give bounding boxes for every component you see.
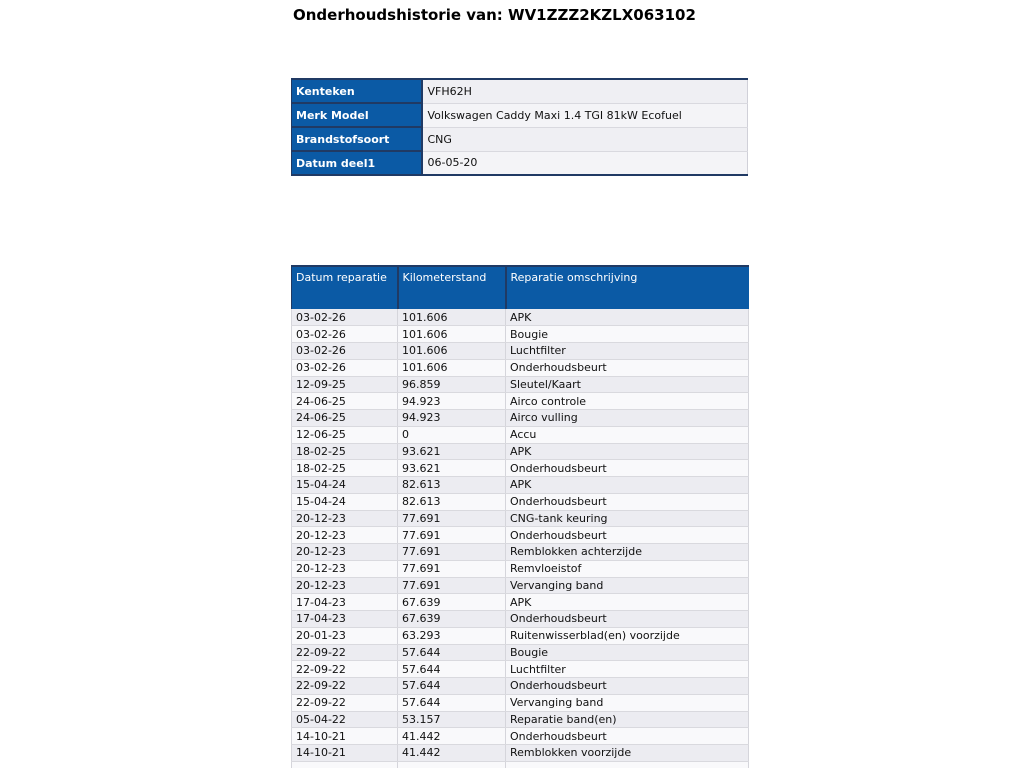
history-cell-odometer: 94.923: [398, 393, 506, 410]
vehicle-info-row: [292, 127, 748, 151]
table-row: [292, 359, 749, 376]
table-row: [292, 326, 749, 343]
table-row: [292, 745, 749, 762]
history-cell-date: 15-04-24: [292, 493, 398, 510]
vehicle-info-value: Volkswagen Caddy Maxi 1.4 TGI 81kW Ecofuel: [422, 103, 748, 127]
table-row: [292, 661, 749, 678]
history-cell-odometer: 77.691: [398, 527, 506, 544]
history-cell-odometer: 77.691: [398, 544, 506, 561]
history-cell-date: 20-12-23: [292, 510, 398, 527]
history-cell-description: Luchtfilter: [506, 661, 749, 678]
table-row: [292, 678, 749, 695]
history-cell-date: 03-02-26: [292, 309, 398, 326]
history-cell-date: 14-10-21: [292, 728, 398, 745]
table-row: [292, 477, 749, 494]
history-cell-description: CNG-tank keuring: [506, 510, 749, 527]
vehicle-info-body: [292, 79, 748, 175]
history-cell-description: Onderhoudsbeurt: [506, 611, 749, 628]
history-cell-odometer: 101.606: [398, 343, 506, 360]
history-cell-date: 17-04-23: [292, 611, 398, 628]
page-title: Onderhoudshistorie van: WV1ZZZ2KZLX063102: [293, 6, 696, 24]
history-header-row: [292, 266, 749, 309]
history-cell-date: 20-12-23: [292, 527, 398, 544]
table-row: [292, 728, 749, 745]
vehicle-info-label: Kenteken: [292, 79, 422, 103]
history-cell-date: 22-09-22: [292, 661, 398, 678]
table-row: [292, 460, 749, 477]
column-header-reparatie-omschrijving: Reparatie omschrijving: [506, 266, 749, 309]
history-cell-odometer: 77.691: [398, 510, 506, 527]
table-row: [292, 711, 749, 728]
vehicle-info-value: CNG: [422, 127, 748, 151]
history-cell-description: Airco controle: [506, 393, 749, 410]
history-cell-odometer: 57.644: [398, 678, 506, 695]
history-cell-date: 03-02-26: [292, 326, 398, 343]
history-cell-description: Onderhoudsbeurt: [506, 678, 749, 695]
history-cell-description: Onderhoudsbeurt: [506, 728, 749, 745]
vehicle-info-label: Merk Model: [292, 103, 422, 127]
history-cell-date: 20-12-23: [292, 560, 398, 577]
history-cell-description: Remvloeistof: [506, 560, 749, 577]
history-cell-description: Onderhoudsbeurt: [506, 527, 749, 544]
history-cell-description: Reparatie band(en): [506, 711, 749, 728]
vehicle-info-row: [292, 103, 748, 127]
history-cell-date: 03-02-26: [292, 343, 398, 360]
vehicle-info-table: [291, 78, 748, 176]
history-cell-odometer: 0: [398, 426, 506, 443]
history-table: [291, 265, 749, 768]
table-row: [292, 510, 749, 527]
table-row: [292, 410, 749, 427]
table-row: [292, 611, 749, 628]
history-cell-description: APK: [506, 477, 749, 494]
history-cell-odometer: 41.442: [398, 728, 506, 745]
table-row: [292, 594, 749, 611]
history-cell-odometer: 53.157: [398, 711, 506, 728]
history-cell-date: 20-12-23: [292, 544, 398, 561]
history-cell-date: 17-04-23: [292, 594, 398, 611]
history-cell-odometer: 41.442: [398, 745, 506, 762]
history-cell-date: 03-02-26: [292, 359, 398, 376]
table-row: [292, 393, 749, 410]
table-row: [292, 694, 749, 711]
vehicle-info-row: [292, 79, 748, 103]
history-cell-odometer: 101.606: [398, 359, 506, 376]
history-cell-odometer: 101.606: [398, 309, 506, 326]
history-cell-odometer: 67.639: [398, 594, 506, 611]
history-cell-odometer: 101.606: [398, 326, 506, 343]
history-cell-date: 05-04-22: [292, 711, 398, 728]
history-cell-odometer: 94.923: [398, 410, 506, 427]
history-cell-description: Vervanging band: [506, 577, 749, 594]
history-cell-odometer: 57.644: [398, 694, 506, 711]
table-row: [292, 343, 749, 360]
history-cell-description: Vervanging band: [506, 694, 749, 711]
history-cell-date: 12-09-25: [292, 376, 398, 393]
table-row: [292, 527, 749, 544]
history-cell-date: 22-09-22: [292, 644, 398, 661]
history-cell-date: 18-02-25: [292, 460, 398, 477]
history-cell-description: Remblokken voorzijde: [506, 745, 749, 762]
vehicle-info-label: Datum deel1: [292, 151, 422, 175]
vehicle-info-row: [292, 151, 748, 175]
table-row: [292, 376, 749, 393]
table-row: [292, 644, 749, 661]
history-cell-odometer: 57.644: [398, 644, 506, 661]
history-cell-description: APK: [506, 443, 749, 460]
history-cell-date: 24-06-25: [292, 410, 398, 427]
column-header-datum-reparatie: Datum reparatie: [292, 266, 398, 309]
history-cell-odometer: [398, 761, 506, 768]
history-cell-odometer: 67.639: [398, 611, 506, 628]
history-cell-description: Ruitenwisserblad(en) voorzijde: [506, 627, 749, 644]
table-row: [292, 426, 749, 443]
history-cell-odometer: 77.691: [398, 560, 506, 577]
history-cell-description: Onderhoudsbeurt: [506, 359, 749, 376]
history-cell-description: Bougie: [506, 326, 749, 343]
table-row: [292, 493, 749, 510]
vehicle-info-value: 06-05-20: [422, 151, 748, 175]
column-header-kilometerstand: Kilometerstand: [398, 266, 506, 309]
history-cell-date: 15-04-24: [292, 477, 398, 494]
history-cell-odometer: 93.621: [398, 460, 506, 477]
vehicle-info-label: Brandstofsoort: [292, 127, 422, 151]
history-cell-description: APK: [506, 309, 749, 326]
history-cell-date: 22-09-22: [292, 678, 398, 695]
history-cell-description: Accu: [506, 426, 749, 443]
history-body: [292, 309, 749, 768]
history-cell-odometer: 96.859: [398, 376, 506, 393]
history-cell-description: Remblokken achterzijde: [506, 544, 749, 561]
history-cell-description: Bougie: [506, 644, 749, 661]
history-cell-odometer: 93.621: [398, 443, 506, 460]
history-cell-description: Airco vulling: [506, 410, 749, 427]
history-cell-date: 24-06-25: [292, 393, 398, 410]
table-row: [292, 577, 749, 594]
history-cell-description: Luchtfilter: [506, 343, 749, 360]
table-row: [292, 544, 749, 561]
history-cell-date: 20-01-23: [292, 627, 398, 644]
history-cell-date: [292, 761, 398, 768]
history-cell-description: [506, 761, 749, 768]
table-row: [292, 443, 749, 460]
history-cell-description: APK: [506, 594, 749, 611]
history-cell-date: 14-10-21: [292, 745, 398, 762]
history-cell-date: 20-12-23: [292, 577, 398, 594]
history-cell-odometer: 82.613: [398, 493, 506, 510]
history-cell-odometer: 63.293: [398, 627, 506, 644]
history-cell-description: Onderhoudsbeurt: [506, 493, 749, 510]
table-row: [292, 560, 749, 577]
table-row-partial: [292, 761, 749, 768]
history-cell-date: 12-06-25: [292, 426, 398, 443]
history-cell-odometer: 82.613: [398, 477, 506, 494]
vehicle-info-value: VFH62H: [422, 79, 748, 103]
history-cell-description: Sleutel/Kaart: [506, 376, 749, 393]
history-cell-odometer: 57.644: [398, 661, 506, 678]
table-row: [292, 309, 749, 326]
history-cell-date: 22-09-22: [292, 694, 398, 711]
history-cell-description: Onderhoudsbeurt: [506, 460, 749, 477]
history-cell-odometer: 77.691: [398, 577, 506, 594]
history-cell-date: 18-02-25: [292, 443, 398, 460]
table-row: [292, 627, 749, 644]
